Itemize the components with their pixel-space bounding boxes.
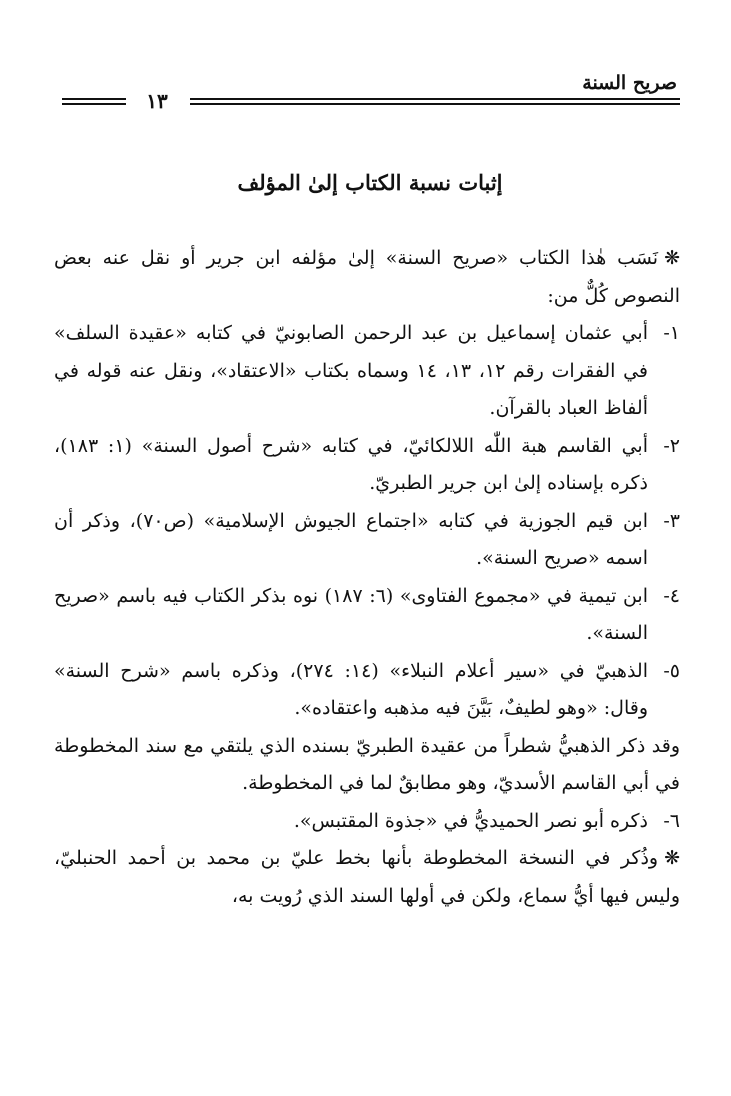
- list-item-number: ٤-: [663, 584, 680, 607]
- list-item: [54, 803, 680, 841]
- asterism-icon: ❋: [664, 847, 680, 869]
- list-item-text: ابن قيم الجوزية في كتابه «اجتماع الجيوش الإسلامية» (ص٧٠)، وذكر أن اسمه «صريح السنة».: [54, 509, 648, 569]
- list-item-text: ابن تيمية في «مجموع الفتاوى» (٦: ١٨٧) نوه بذكر الكتاب فيه باسم «صريح السنة».: [54, 584, 649, 644]
- closing-text: وذُكر في النسخة المخطوطة بأنها بخط عليّ بن محمد بن أحمد الحنبليّ، وليس فيها أيُّ سماع، ولكن في أولها السند الذي رُويت به،: [54, 847, 680, 907]
- list-item-number: ١-: [663, 322, 680, 344]
- list-item-number: ٥-: [663, 659, 680, 682]
- list-item-number: ٢-: [663, 434, 680, 457]
- intro-text: نَسَب هٰذا الكتاب «صريح السنة» إلىٰ مؤلفه ابن جرير أو نقل عنه بعض النصوص كُلٌّ من:: [54, 247, 680, 307]
- list-item: [54, 503, 680, 578]
- section-heading: إثبات نسبة الكتاب إلىٰ المؤلف: [237, 170, 503, 195]
- list-item: [54, 653, 680, 728]
- list-item-text: الذهبيّ في «سير أعلام النبلاء» (١٤: ٢٧٤)، وذكره باسم «شرح السنة» وقال: «وهو لطيفٌ، بَيَّنَ فيه مذهبه واعتقاده».: [54, 659, 648, 719]
- list-item: [54, 315, 680, 428]
- body-text: [54, 240, 680, 915]
- list-item: [54, 578, 680, 653]
- list-item: [54, 428, 680, 503]
- asterism-icon: ❋: [664, 247, 680, 269]
- list-item-text: ذكره أبو نصر الحميديُّ في «جذوة المقتبس».: [293, 809, 648, 832]
- closing-paragraph: [54, 840, 680, 915]
- list-item-text: أبي القاسم هبة اللّٰه اللالكائيّ، في كتابه «شرح أصول السنة» (١: ١٨٣)، ذكره بإسناده إلىٰ ابن جرير الطبريّ.: [54, 434, 648, 494]
- list-item-number: ٣-: [663, 509, 680, 532]
- sources-list: [54, 315, 680, 728]
- page-number: ١٣: [141, 90, 173, 112]
- intro-paragraph: [54, 240, 680, 315]
- list-item-number: ٦-: [663, 809, 680, 832]
- list-item-text: أبي عثمان إسماعيل بن عبد الرحمن الصابونيّ في كتابه «عقيدة السلف» في الفقرات رقم ١٢، ١٣، ١٤ وسماه بكتاب «الاعتقاد»، ونقل عنه قوله في ألفاظ العباد بالقرآن.: [54, 322, 649, 419]
- note-paragraph: وقد ذكر الذهبيُّ شطراً من عقيدة الطبريّ بسنده الذي يلتقي مع سند المخطوطة في أبي القاسم الأسديّ، وهو مطابقٌ لما في المخطوطة.: [54, 734, 680, 794]
- running-title: صريح السنة: [582, 72, 677, 94]
